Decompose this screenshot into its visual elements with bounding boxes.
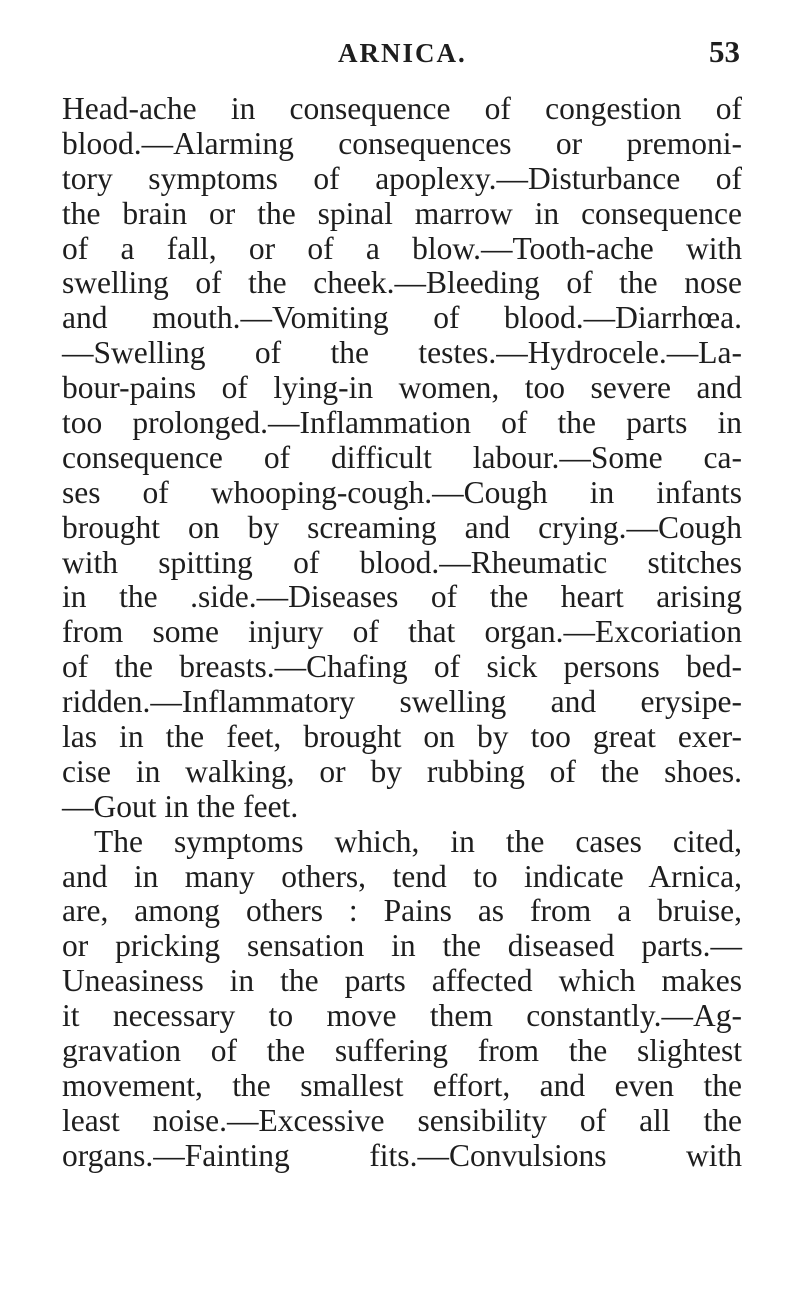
text-line: in the .side.—Diseases of the heart arising	[62, 579, 742, 615]
text-line: Uneasiness in the parts affected which makes	[62, 963, 742, 999]
text-line: it necessary to move them constantly.—Ag-	[62, 998, 742, 1034]
text-line: gravation of the suffering from the slightest	[62, 1033, 742, 1069]
text-line: from some injury of that organ.—Excoriation	[62, 614, 742, 650]
text-line: brought on by screaming and crying.—Cough	[62, 509, 742, 545]
text-line: least noise.—Excessive sensibility of all the	[62, 1102, 742, 1138]
text-line: and mouth.—Vomiting of blood.—Diarrhœa.	[62, 300, 742, 336]
text-line: ridden.—Inflammatory swelling and erysipe-	[62, 684, 742, 720]
text-line: blood.—Alarming consequences or premoni-	[62, 125, 742, 161]
text-line: too prolonged.—Inflammation of the parts in	[62, 405, 742, 441]
page-number: 53	[709, 34, 740, 69]
text-line: consequence of difficult labour.—Some ca-	[62, 439, 742, 475]
text-line: are, among others : Pains as from a bruise,	[62, 893, 742, 929]
text-line: las in the feet, brought on by too great exer-	[62, 719, 742, 755]
text-line: ses of whooping-cough.—Cough in infants	[62, 474, 742, 510]
text-line: The symptoms which, in the cases cited,	[94, 823, 742, 859]
text-line: swelling of the cheek.—Bleeding of the nose	[62, 265, 742, 301]
text-line: organs.—Fainting fits.—Convulsions with	[62, 1137, 742, 1173]
text-line: bour-pains of lying-in women, too severe and	[62, 370, 742, 406]
text-line: —Swelling of the testes.—Hydrocele.—La-	[62, 335, 742, 371]
page-body	[62, 92, 742, 1174]
text-line: of the breasts.—Chafing of sick persons bed-	[62, 649, 742, 685]
text-line: of a fall, or of a blow.—Tooth-ache with	[62, 230, 742, 266]
text-line: movement, the smallest effort, and even the	[62, 1067, 742, 1103]
text-line: with spitting of blood.—Rheumatic stitches	[62, 544, 742, 580]
running-title: ARNICA.	[338, 38, 467, 68]
text-line: —Gout in the feet.	[62, 788, 299, 824]
text-line: the brain or the spinal marrow in consequence	[62, 195, 742, 231]
text-line: Head-ache in consequence of congestion of	[62, 91, 742, 126]
text-line: and in many others, tend to indicate Arnica,	[62, 858, 742, 894]
text-line: tory symptoms of apoplexy.—Disturbance of	[62, 160, 742, 196]
text-line: cise in walking, or by rubbing of the shoes.	[62, 753, 742, 789]
text-line: or pricking sensation in the diseased parts.—	[62, 928, 742, 964]
page-header	[0, 28, 800, 78]
